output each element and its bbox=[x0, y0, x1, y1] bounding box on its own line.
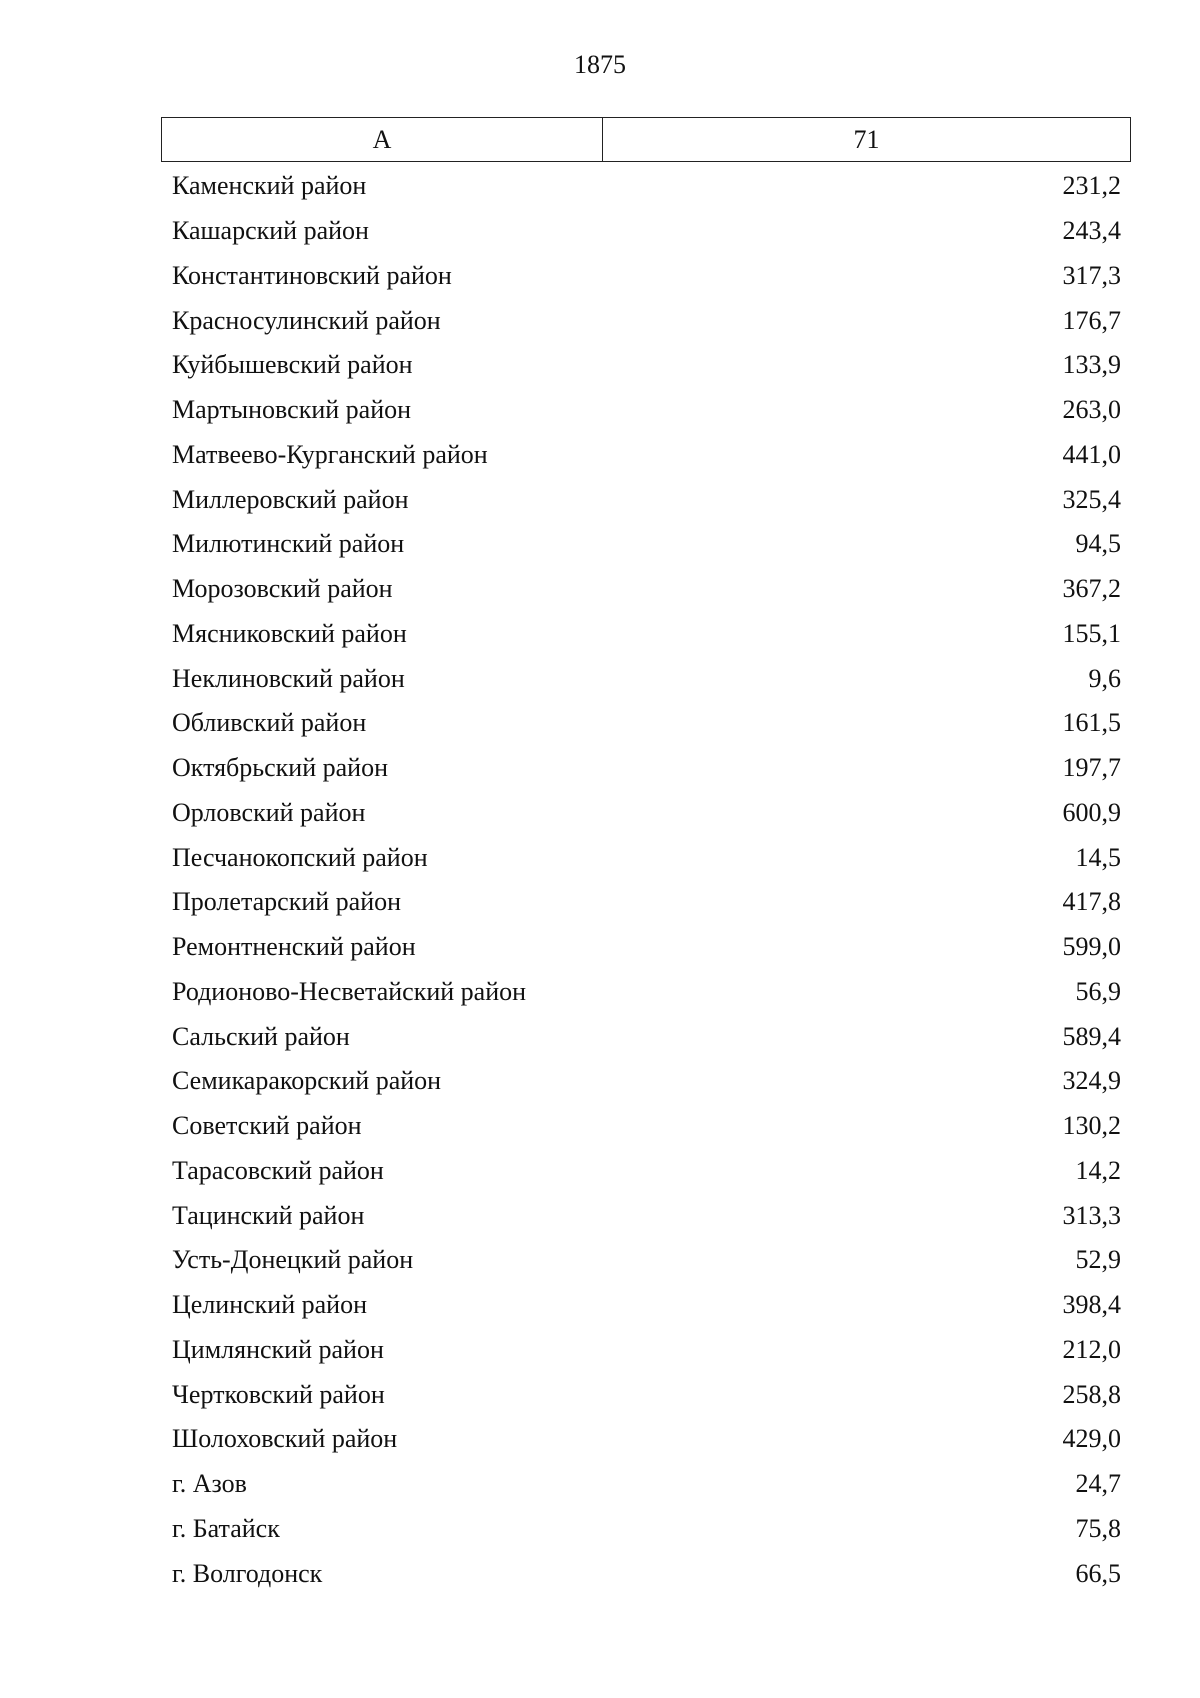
row-value: 589,4 bbox=[1062, 1021, 1121, 1051]
header-cell-71: 71 bbox=[853, 124, 880, 154]
table-row bbox=[161, 209, 1131, 254]
table-row bbox=[161, 701, 1131, 746]
table-row bbox=[161, 835, 1131, 880]
row-value: 263,0 bbox=[1062, 395, 1121, 425]
row-name: Шолоховский район bbox=[172, 1424, 398, 1454]
table-row bbox=[161, 298, 1131, 343]
row-value: 197,7 bbox=[1062, 753, 1121, 783]
row-name: Милютинский район bbox=[172, 529, 405, 559]
table-row bbox=[161, 522, 1131, 567]
row-value: 367,2 bbox=[1062, 574, 1121, 604]
row-name: Неклиновский район bbox=[172, 663, 405, 693]
row-value: 317,3 bbox=[1062, 260, 1121, 290]
table-row bbox=[161, 1104, 1131, 1149]
table-row bbox=[161, 343, 1131, 388]
table-row bbox=[161, 433, 1131, 478]
table-row bbox=[161, 1193, 1131, 1238]
row-value: 313,3 bbox=[1062, 1200, 1121, 1230]
table-body bbox=[161, 164, 1131, 1596]
table-row bbox=[161, 970, 1131, 1015]
table-row bbox=[161, 1238, 1131, 1283]
row-name: Цимлянский район bbox=[172, 1334, 384, 1364]
table-row bbox=[161, 1507, 1131, 1552]
row-value: 243,4 bbox=[1062, 216, 1121, 246]
row-name: Ремонтненский район bbox=[172, 932, 416, 962]
row-value: 66,5 bbox=[1075, 1558, 1121, 1588]
table-row bbox=[161, 164, 1131, 209]
table-row bbox=[161, 1551, 1131, 1596]
table-row bbox=[161, 1059, 1131, 1104]
row-value: 94,5 bbox=[1075, 529, 1121, 559]
row-value: 52,9 bbox=[1075, 1245, 1121, 1275]
header-cell-a: А bbox=[162, 118, 603, 161]
row-name: Чертковский район bbox=[172, 1379, 385, 1409]
row-value: 24,7 bbox=[1075, 1469, 1121, 1499]
row-name: Сальский район bbox=[172, 1021, 350, 1051]
data-table bbox=[161, 117, 1131, 1596]
row-value: 75,8 bbox=[1075, 1513, 1121, 1543]
row-value: 325,4 bbox=[1062, 484, 1121, 514]
row-name: г. Батайск bbox=[172, 1513, 280, 1543]
table-row bbox=[161, 477, 1131, 522]
row-name: Орловский район bbox=[172, 797, 366, 827]
row-name: Тацинский район bbox=[172, 1200, 365, 1230]
row-name: Миллеровский район bbox=[172, 484, 409, 514]
table-row bbox=[161, 1462, 1131, 1507]
row-name: Константиновский район bbox=[172, 260, 452, 290]
table-row bbox=[161, 388, 1131, 433]
row-value: 161,5 bbox=[1062, 708, 1121, 738]
table-row bbox=[161, 1328, 1131, 1373]
row-name: г. Азов bbox=[172, 1469, 247, 1499]
row-value: 441,0 bbox=[1062, 439, 1121, 469]
row-value: 417,8 bbox=[1062, 887, 1121, 917]
row-value: 324,9 bbox=[1062, 1066, 1121, 1096]
table-row bbox=[161, 1372, 1131, 1417]
table-header bbox=[161, 117, 1131, 162]
row-name: Родионово-Несветайский район bbox=[172, 976, 527, 1006]
table-row bbox=[161, 1417, 1131, 1462]
row-name: Мартыновский район bbox=[172, 395, 412, 425]
row-value: 212,0 bbox=[1062, 1334, 1121, 1364]
row-value: 600,9 bbox=[1062, 797, 1121, 827]
table-row bbox=[161, 656, 1131, 701]
row-name: Советский район bbox=[172, 1111, 362, 1141]
row-name: Красносулинский район bbox=[172, 305, 441, 335]
row-value: 14,5 bbox=[1075, 842, 1121, 872]
row-name: Пролетарский район bbox=[172, 887, 402, 917]
table-row bbox=[161, 925, 1131, 970]
row-name: Песчанокопский район bbox=[172, 842, 428, 872]
row-value: 429,0 bbox=[1062, 1424, 1121, 1454]
table-row bbox=[161, 746, 1131, 791]
row-value: 133,9 bbox=[1062, 350, 1121, 380]
row-value: 56,9 bbox=[1075, 976, 1121, 1006]
table-row bbox=[161, 567, 1131, 612]
row-value: 176,7 bbox=[1062, 305, 1121, 335]
table-row bbox=[161, 1283, 1131, 1328]
row-name: Семикаракорский район bbox=[172, 1066, 442, 1096]
row-value: 599,0 bbox=[1062, 932, 1121, 962]
table-row bbox=[161, 1014, 1131, 1059]
row-name: Усть-Донецкий район bbox=[172, 1245, 414, 1275]
table-row bbox=[161, 1149, 1131, 1194]
row-name: Куйбышевский район bbox=[172, 350, 413, 380]
row-name: Обливский район bbox=[172, 708, 367, 738]
table-row bbox=[161, 612, 1131, 657]
table-row bbox=[161, 254, 1131, 299]
row-value: 9,6 bbox=[1088, 663, 1121, 693]
row-name: Кашарский район bbox=[172, 216, 369, 246]
row-value: 155,1 bbox=[1062, 618, 1121, 648]
row-name: Матвеево-Курганский район bbox=[172, 439, 488, 469]
table-row bbox=[161, 880, 1131, 925]
row-value: 398,4 bbox=[1062, 1290, 1121, 1320]
row-name: Каменский район bbox=[172, 171, 367, 201]
row-value: 14,2 bbox=[1075, 1155, 1121, 1185]
row-name: Морозовский район bbox=[172, 574, 393, 604]
row-value: 258,8 bbox=[1062, 1379, 1121, 1409]
table-row bbox=[161, 791, 1131, 836]
page-number: 1875 bbox=[574, 50, 626, 79]
row-name: Тарасовский район bbox=[172, 1155, 384, 1185]
row-name: г. Волгодонск bbox=[172, 1558, 323, 1588]
row-name: Мясниковский район bbox=[172, 618, 407, 648]
row-name: Октябрьский район bbox=[172, 753, 388, 783]
row-value: 231,2 bbox=[1062, 171, 1121, 201]
row-value: 130,2 bbox=[1062, 1111, 1121, 1141]
row-name: Целинский район bbox=[172, 1290, 367, 1320]
